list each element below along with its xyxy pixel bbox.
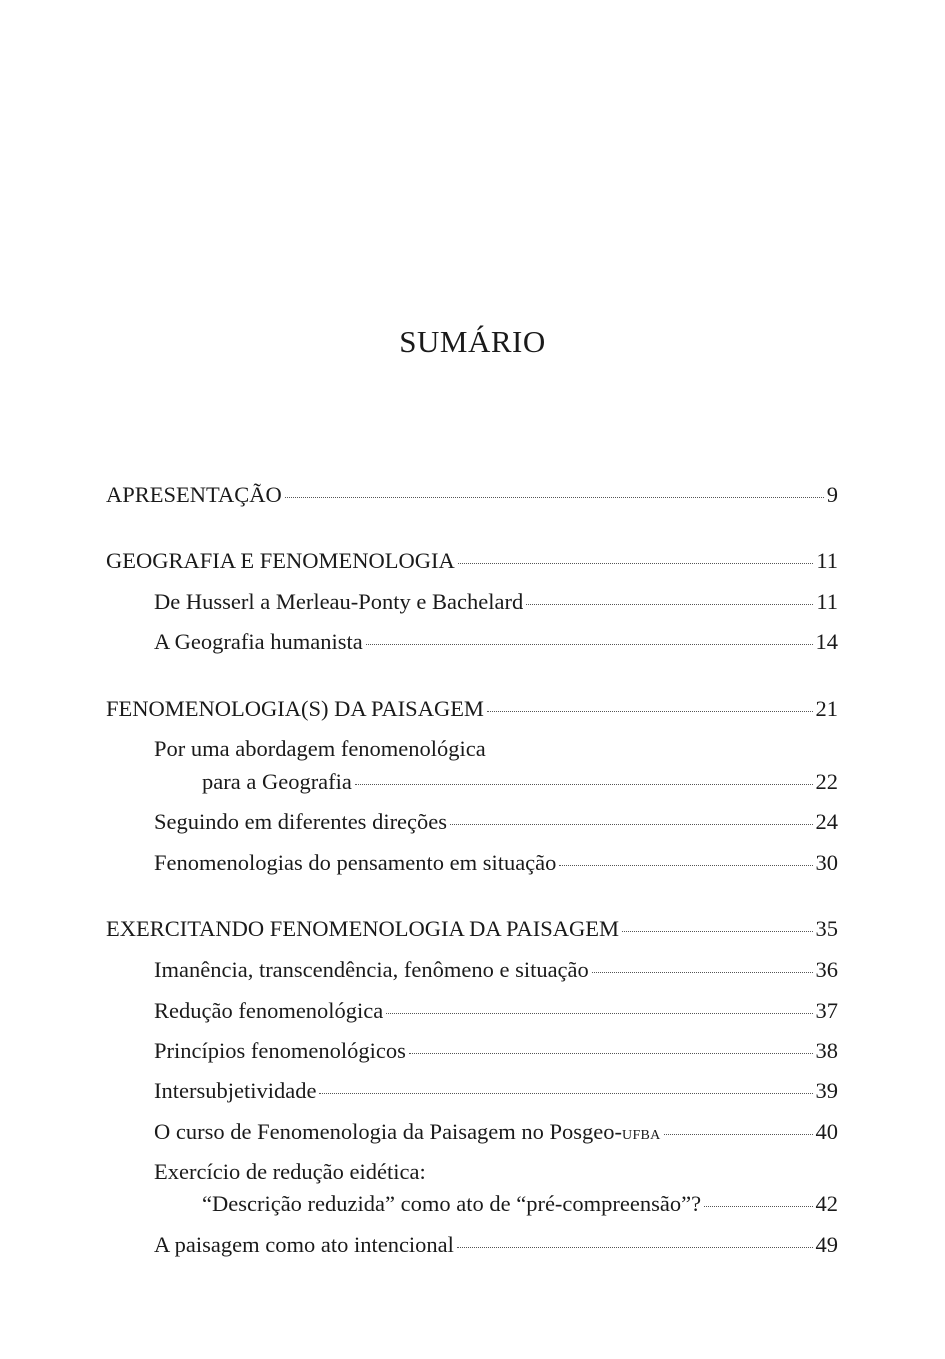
toc-page-number: 11 [816,589,838,614]
dot-leader [450,824,812,825]
dot-leader [487,711,813,712]
toc-entry-label: Redução fenomenológica [154,998,384,1023]
toc-page-number: 14 [815,629,838,654]
toc-entry-exercicio-continuation[interactable] [202,1187,838,1221]
dot-leader [559,865,812,866]
toc-entry-exercitando[interactable] [106,912,838,946]
toc-entry-label-text: O curso de Fenomenologia da Paisagem no Posgeo- [154,1119,623,1144]
toc-page-number: 9 [826,482,838,507]
dot-leader [704,1206,812,1207]
toc-entry-seguindo[interactable] [154,805,838,839]
toc-entry-geografia-humanista[interactable] [154,625,838,659]
toc-entry-geografia-e-fenomenologia[interactable] [106,544,838,578]
toc-entry-label: Intersubjetividade [154,1078,317,1103]
toc-page-number: 39 [815,1078,838,1103]
toc-entry-label-continuation: “Descrição reduzida” como ato de “pré-compreensão”? [202,1191,702,1216]
toc-entry-imanencia[interactable] [154,953,838,987]
dot-leader [319,1093,812,1094]
dot-leader [386,1013,812,1014]
toc-entry-label: Princípios fenomenológicos [154,1038,406,1063]
dot-leader [366,644,813,645]
toc-entry-label: Fenomenologias do pensamento em situação [154,850,557,875]
toc-entry-fenomenologias-da-paisagem[interactable] [106,692,838,726]
toc-entry-label-continuation: para a Geografia [202,769,352,794]
toc-entry-pensamento[interactable] [154,846,838,880]
toc-page-number: 24 [815,809,838,834]
toc-entry-abordagem[interactable] [154,732,838,766]
toc-entry-intersubjetividade[interactable] [154,1074,838,1108]
toc-page-number: 30 [815,850,838,875]
toc-page-number: 21 [815,696,838,721]
toc-entry-label [154,1115,661,1153]
toc-entry-label: A Geografia humanista [154,629,363,654]
toc-entry-principios[interactable] [154,1034,838,1068]
toc-entry-label: Seguindo em diferentes direções [154,809,448,834]
toc-entry-label: APRESENTAÇÃO [106,482,282,507]
toc-entry-label: GEOGRAFIA E FENOMENOLOGIA [106,548,455,573]
toc-entry-ato-intencional[interactable] [154,1228,838,1262]
toc-page-number: 11 [816,548,838,573]
toc-page-number: 40 [815,1119,838,1144]
toc-page-number: 36 [815,957,838,982]
toc-entry-label: Exercício de redução eidética: [154,1159,426,1184]
toc-entry-abordagem-continuation[interactable] [202,765,838,799]
dot-leader [622,931,812,932]
toc-page-number: 38 [815,1038,838,1063]
toc-entry-label-smallcaps: UFBA [622,1128,661,1143]
dot-leader [409,1053,813,1054]
dot-leader [457,1247,813,1248]
toc-page-number: 22 [815,769,838,794]
dot-leader [526,604,813,605]
toc-page-number: 42 [815,1191,838,1216]
dot-leader [355,784,813,785]
page-title: SUMÁRIO [399,324,546,359]
dot-leader [458,563,814,564]
dot-leader [592,972,813,973]
toc-entry-label: De Husserl a Merleau-Ponty e Bachelard [154,589,524,614]
toc-entry-label: EXERCITANDO FENOMENOLOGIA DA PAISAGEM [106,916,620,941]
toc-page-number: 49 [815,1232,838,1257]
toc-entry-apresentacao[interactable] [106,478,838,512]
toc-entry-label: Imanência, transcendência, fenômeno e situação [154,957,589,982]
toc-entry-husserl[interactable] [154,585,838,619]
toc-entry-label: Por uma abordagem fenomenológica [154,736,486,761]
dot-leader [285,497,824,498]
toc-entry-reducao[interactable] [154,994,838,1028]
toc-entry-label: A paisagem como ato intencional [154,1232,454,1257]
toc-page-number: 37 [815,998,838,1023]
toc-entry-label: FENOMENOLOGIA(S) DA PAISAGEM [106,696,484,721]
toc-page-number: 35 [815,916,838,941]
toc-entry-exercicio[interactable] [154,1155,838,1189]
dot-leader [664,1134,813,1135]
toc-entry-curso[interactable] [154,1115,838,1149]
